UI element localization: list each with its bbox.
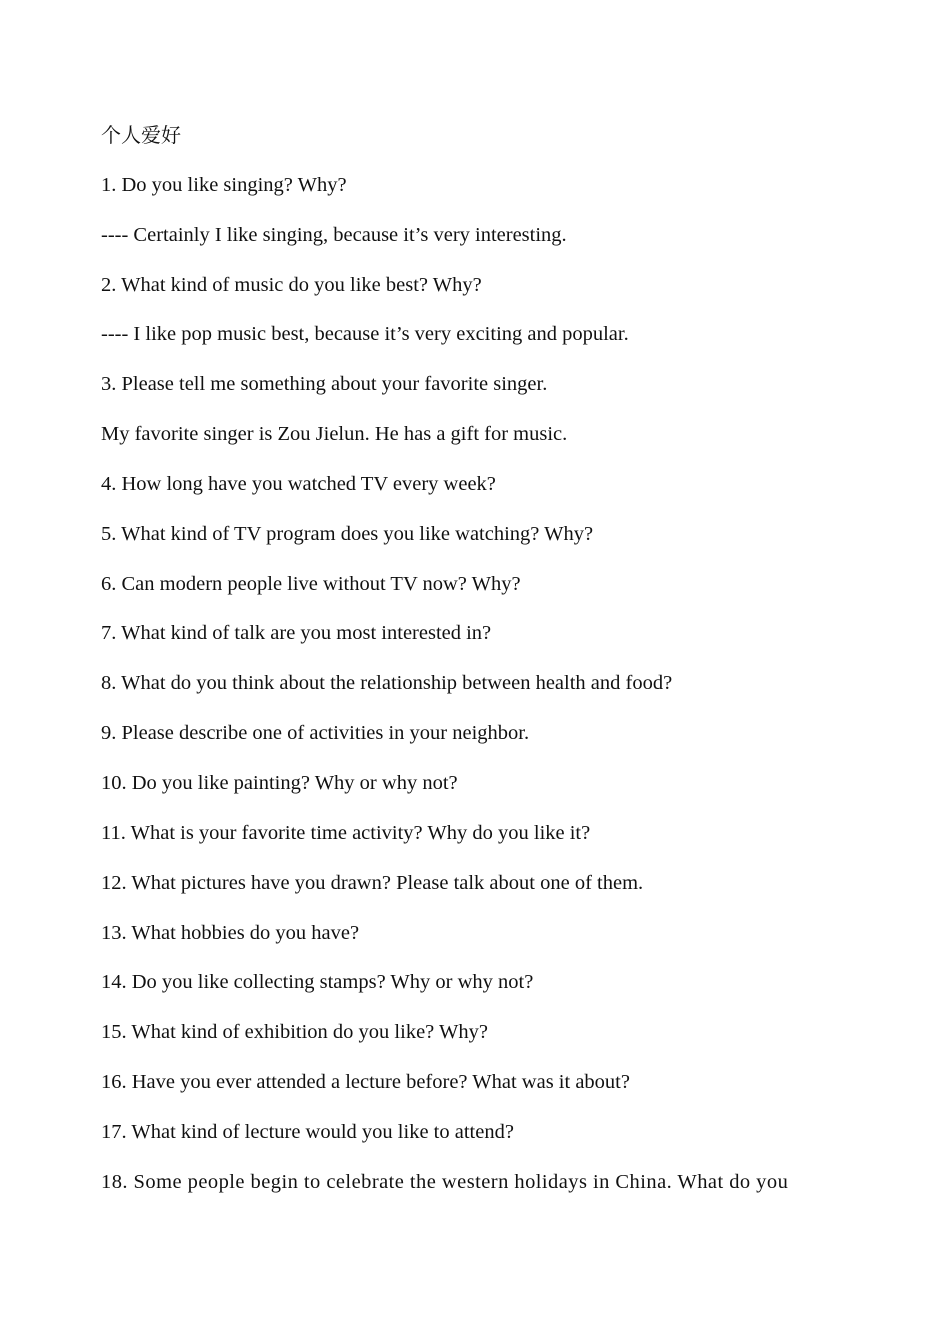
question-15: 15. What kind of exhibition do you like? Why?: [101, 1021, 488, 1044]
question-9: 9. Please describe one of activities in your neighbor.: [101, 722, 530, 745]
question-7: 7. What kind of talk are you most interested in?: [101, 622, 492, 645]
question-12: 12. What pictures have you drawn? Please talk about one of them.: [101, 871, 644, 894]
question-6: 6. Can modern people live without TV now? Why?: [101, 572, 521, 595]
question-4: 4. How long have you watched TV every week?: [101, 472, 496, 495]
document-body: [101, 118, 901, 1215]
question-17: 17. What kind of lecture would you like to attend?: [101, 1120, 514, 1143]
question-8: 8. What do you think about the relationship between health and food?: [101, 672, 673, 695]
question-3: 3. Please tell me something about your favorite singer.: [101, 373, 548, 396]
question-1: 1. Do you like singing? Why?: [101, 173, 347, 196]
question-11: 11. What is your favorite time activity? Why do you like it?: [101, 821, 591, 844]
question-16: 16. Have you ever attended a lecture before? What was it about?: [101, 1071, 630, 1094]
answer-2: ---- I like pop music best, because it’s very exciting and popular.: [101, 323, 629, 346]
answer-1: ---- Certainly I like singing, because it’s very interesting.: [101, 223, 567, 246]
document-heading: 个人爱好: [101, 123, 181, 147]
question-13: 13. What hobbies do you have?: [101, 921, 360, 944]
question-14: 14. Do you like collecting stamps? Why or why not?: [101, 971, 534, 994]
question-5: 5. What kind of TV program does you like watching? Why?: [101, 522, 594, 545]
question-10: 10. Do you like painting? Why or why not?: [101, 771, 458, 794]
question-18: 18. Some people begin to celebrate the western holidays in China. What do you: [101, 1170, 789, 1193]
answer-3: My favorite singer is Zou Jielun. He has a gift for music.: [101, 423, 568, 446]
question-2: 2. What kind of music do you like best? Why?: [101, 273, 482, 296]
